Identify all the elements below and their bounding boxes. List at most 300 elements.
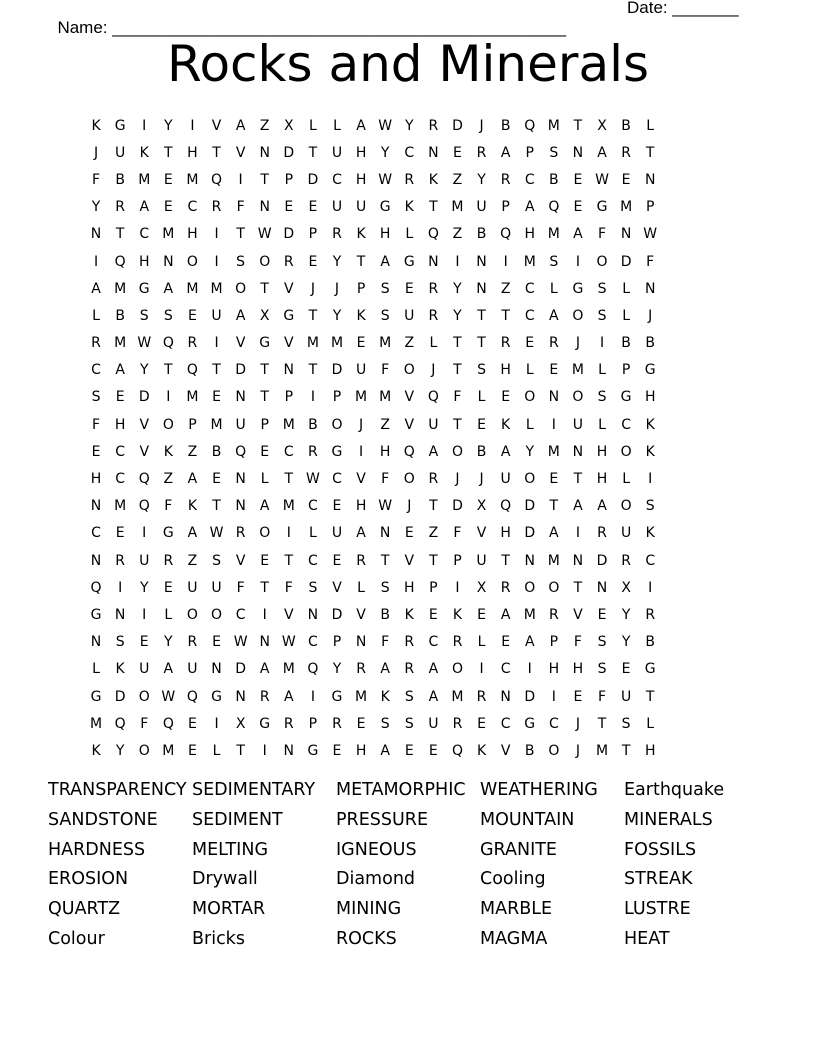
grid-letter: H — [548, 661, 560, 678]
grid-letter: P — [453, 552, 462, 569]
word-list-item: MOUNTAIN — [480, 809, 575, 830]
grid-letter: O — [403, 471, 415, 488]
grid-letter: I — [142, 525, 147, 542]
grid-letter: Q — [500, 498, 512, 515]
grid-letter: E — [501, 634, 511, 651]
grid-letter: I — [142, 117, 147, 134]
grid-letter: J — [310, 280, 315, 297]
grid-letter: U — [572, 416, 584, 433]
grid-letter: B — [476, 226, 487, 243]
grid-letter: S — [139, 307, 149, 324]
grid-letter: S — [597, 389, 607, 406]
grid-letter: A — [573, 226, 583, 243]
grid-letter: L — [549, 280, 558, 297]
grid-letter: T — [212, 498, 221, 515]
grid-letter: O — [572, 389, 584, 406]
grid-letter: H — [355, 144, 367, 161]
grid-letter: M — [355, 688, 368, 705]
grid-letter: R — [428, 307, 439, 324]
grid-letter: C — [500, 661, 511, 678]
grid-letter: D — [283, 144, 295, 161]
grid-letter: T — [236, 742, 245, 759]
grid-letter: N — [259, 634, 270, 651]
grid-letter: J — [359, 416, 364, 433]
grid-letter: T — [115, 226, 125, 243]
grid-letter: E — [332, 742, 342, 759]
grid-letter: R — [259, 688, 270, 705]
grid-letter: R — [308, 443, 318, 460]
grid-letter: R — [187, 634, 198, 651]
grid-letter: T — [477, 335, 486, 352]
grid-letter: Z — [428, 525, 439, 542]
grid-letter: F — [597, 226, 607, 243]
grid-letter: A — [500, 144, 511, 161]
word-list-item: Drywall — [192, 869, 258, 890]
grid-letter: M — [379, 389, 392, 406]
grid-letter: M — [355, 389, 368, 406]
grid-letter: T — [356, 253, 366, 270]
grid-row — [84, 139, 662, 166]
grid-letter: O — [620, 498, 632, 515]
grid-letter: T — [164, 362, 173, 379]
grid-letter: D — [452, 117, 463, 134]
grid-letter: H — [500, 525, 511, 542]
grid-letter: O — [331, 416, 343, 433]
grid-letter: U — [476, 552, 487, 569]
grid-letter: E — [356, 715, 366, 732]
grid-letter: N — [476, 253, 487, 270]
grid-letter: I — [575, 253, 580, 270]
grid-letter: E — [597, 606, 607, 623]
grid-letter: A — [597, 144, 607, 161]
grid-letter: A — [380, 742, 390, 759]
grid-row — [84, 221, 662, 248]
grid-letter: E — [212, 389, 221, 406]
grid-letter: V — [211, 117, 222, 134]
grid-letter: Q — [451, 742, 463, 759]
grid-letter: I — [286, 525, 291, 542]
grid-letter: S — [91, 389, 101, 406]
grid-letter: T — [573, 117, 583, 134]
grid-letter: L — [429, 335, 438, 352]
letter-grid — [84, 112, 662, 765]
grid-letter: U — [139, 552, 150, 569]
grid-letter: E — [404, 525, 414, 542]
grid-letter: T — [453, 416, 462, 433]
grid-letter: S — [236, 253, 246, 270]
grid-letter: Q — [427, 389, 439, 406]
word-list-item: TRANSPARENCY — [48, 780, 187, 800]
grid-letter: F — [453, 525, 462, 542]
word-list-item: EROSION — [48, 869, 129, 890]
grid-letter: O — [524, 471, 536, 488]
grid-letter: E — [308, 253, 318, 270]
grid-letter: A — [139, 199, 150, 216]
grid-row — [84, 248, 662, 275]
grid-letter: R — [235, 525, 246, 542]
grid-letter: W — [378, 117, 393, 134]
grid-letter: J — [407, 498, 412, 515]
grid-letter: V — [404, 389, 415, 406]
grid-letter: J — [479, 117, 484, 134]
grid-letter: R — [211, 199, 222, 216]
grid-letter: G — [138, 280, 150, 297]
grid-letter: I — [310, 389, 315, 406]
grid-letter: C — [283, 443, 294, 460]
grid-letter: U — [500, 471, 511, 488]
grid-letter: T — [308, 307, 318, 324]
grid-letter: U — [331, 525, 343, 542]
grid-letter: H — [596, 443, 608, 460]
grid-letter: D — [331, 606, 343, 623]
grid-letter: T — [260, 389, 269, 406]
grid-letter: W — [233, 634, 248, 651]
grid-letter: A — [500, 606, 511, 623]
grid-letter: G — [162, 525, 174, 542]
grid-letter: G — [90, 688, 102, 705]
grid-letter: R — [332, 715, 342, 732]
grid-letter: M — [547, 552, 560, 569]
grid-letter: N — [596, 579, 608, 596]
grid-letter: F — [284, 579, 293, 596]
grid-letter: Q — [162, 335, 174, 352]
grid-letter: P — [525, 144, 534, 161]
grid-letter: R — [428, 471, 439, 488]
grid-letter: F — [92, 416, 101, 433]
grid-letter: T — [477, 307, 486, 324]
grid-letter: K — [404, 199, 414, 216]
grid-letter: I — [359, 443, 364, 460]
grid-letter: U — [331, 144, 343, 161]
grid-letter: L — [357, 579, 365, 596]
grid-letter: O — [259, 253, 271, 270]
grid-letter: A — [356, 525, 366, 542]
grid-letter: Q — [548, 199, 560, 216]
grid-letter: C — [187, 199, 198, 216]
grid-letter: T — [645, 144, 655, 161]
grid-letter: K — [115, 661, 125, 678]
grid-letter: B — [500, 117, 511, 134]
grid-letter: M — [186, 171, 199, 188]
grid-letter: O — [235, 280, 247, 297]
grid-letter: Z — [380, 416, 390, 433]
grid-letter: S — [380, 579, 390, 596]
grid-letter: B — [211, 443, 222, 460]
grid-letter: A — [524, 634, 535, 651]
grid-letter: N — [428, 144, 439, 161]
grid-letter: P — [645, 199, 655, 216]
grid-letter: L — [622, 307, 631, 324]
grid-letter: W — [257, 226, 272, 243]
grid-letter: A — [380, 253, 390, 270]
grid-letter: L — [308, 525, 317, 542]
grid-letter: W — [378, 498, 393, 515]
grid-letter: T — [573, 471, 583, 488]
grid-letter: U — [187, 661, 198, 678]
grid-letter: W — [209, 525, 224, 542]
grid-letter: P — [549, 634, 559, 651]
grid-letter: F — [164, 498, 173, 515]
grid-row — [84, 629, 662, 656]
grid-letter: K — [476, 742, 487, 759]
word-list-item: WEATHERING — [480, 780, 598, 800]
grid-letter: M — [138, 171, 151, 188]
word-list-item: Earthquake — [624, 780, 725, 800]
grid-letter: Z — [452, 226, 463, 243]
grid-letter: C — [308, 498, 318, 515]
grid-letter: R — [621, 144, 631, 161]
grid-letter: T — [212, 362, 221, 379]
grid-letter: E — [115, 389, 125, 406]
grid-letter: P — [308, 226, 318, 243]
grid-letter: E — [477, 606, 486, 623]
grid-letter: R — [356, 552, 366, 569]
grid-letter: H — [138, 253, 150, 270]
grid-letter: I — [527, 661, 532, 678]
grid-letter: K — [380, 688, 390, 705]
grid-letter: R — [187, 335, 198, 352]
grid-letter: M — [451, 688, 464, 705]
grid-letter: G — [90, 606, 102, 623]
grid-letter: P — [188, 416, 197, 433]
grid-letter: I — [262, 606, 267, 623]
grid-letter: N — [620, 226, 632, 243]
grid-letter: D — [138, 389, 150, 406]
grid-row — [84, 411, 662, 438]
grid-row — [84, 547, 662, 574]
grid-letter: I — [118, 579, 123, 596]
word-list-item: MINERALS — [624, 809, 713, 830]
grid-letter: Q — [162, 715, 174, 732]
grid-letter: A — [380, 661, 390, 678]
grid-letter: Z — [259, 117, 270, 134]
grid-letter: A — [91, 280, 101, 297]
grid-letter: M — [620, 199, 633, 216]
grid-letter: X — [597, 117, 607, 134]
grid-letter: R — [621, 552, 631, 569]
date-field-label: Date: _______ — [627, 0, 739, 17]
grid-letter: K — [91, 742, 101, 759]
grid-letter: B — [621, 117, 631, 134]
grid-letter: N — [211, 661, 222, 678]
word-list-item: HEAT — [624, 928, 670, 949]
grid-letter: K — [356, 307, 366, 324]
grid-letter: R — [163, 552, 174, 569]
grid-letter: R — [356, 661, 366, 678]
grid-letter: D — [524, 525, 536, 542]
grid-letter: E — [501, 389, 511, 406]
grid-letter: F — [597, 688, 607, 705]
grid-letter: F — [453, 389, 462, 406]
grid-letter: C — [548, 715, 559, 732]
grid-letter: C — [308, 552, 318, 569]
grid-letter: Q — [235, 443, 247, 460]
word-list-item: MARBLE — [480, 899, 553, 920]
grid-letter: A — [573, 498, 583, 515]
grid-letter: N — [235, 498, 246, 515]
grid-letter: E — [404, 742, 414, 759]
grid-letter: B — [645, 634, 655, 651]
grid-letter: C — [524, 171, 535, 188]
grid-letter: X — [476, 498, 487, 515]
grid-letter: T — [260, 579, 269, 596]
grid-letter: R — [404, 634, 415, 651]
grid-letter: T — [429, 552, 438, 569]
grid-letter: R — [597, 525, 607, 542]
grid-letter: E — [332, 498, 342, 515]
grid-letter: K — [501, 416, 511, 433]
grid-letter: X — [621, 579, 631, 596]
grid-row — [84, 438, 662, 465]
grid-letter: U — [211, 579, 222, 596]
grid-letter: V — [404, 416, 415, 433]
grid-letter: N — [235, 471, 246, 488]
grid-letter: W — [305, 471, 320, 488]
grid-letter: T — [236, 226, 245, 243]
grid-letter: K — [163, 443, 173, 460]
grid-letter: M — [523, 606, 536, 623]
grid-letter: N — [90, 226, 102, 243]
grid-letter: A — [549, 525, 559, 542]
grid-letter: P — [332, 389, 342, 406]
grid-letter: I — [551, 416, 556, 433]
grid-letter: N — [572, 552, 584, 569]
grid-letter: I — [551, 688, 556, 705]
grid-letter: K — [428, 171, 438, 188]
word-list-item: LUSTRE — [624, 899, 691, 920]
grid-letter: O — [524, 389, 536, 406]
grid-letter: O — [138, 742, 150, 759]
grid-letter: R — [548, 335, 559, 352]
grid-letter: C — [332, 471, 342, 488]
grid-letter: V — [139, 416, 150, 433]
grid-letter: L — [525, 362, 534, 379]
name-field-label: Name: ________________________________________________ — [57, 18, 567, 37]
grid-letter: T — [645, 688, 655, 705]
grid-letter: E — [187, 307, 197, 324]
grid-letter: I — [599, 335, 605, 352]
grid-letter: E — [260, 552, 270, 569]
grid-letter: M — [114, 335, 127, 352]
grid-letter: O — [403, 362, 415, 379]
grid-row — [84, 465, 662, 492]
grid-letter: I — [214, 715, 219, 732]
grid-letter: Z — [404, 335, 415, 352]
grid-letter: V — [284, 606, 294, 623]
grid-letter: L — [646, 117, 655, 134]
grid-letter: N — [524, 552, 535, 569]
grid-letter: Q — [186, 362, 198, 379]
grid-letter: X — [259, 307, 270, 324]
grid-letter: V — [235, 144, 246, 161]
grid-letter: I — [648, 579, 653, 596]
grid-letter: U — [476, 199, 487, 216]
grid-letter: R — [476, 144, 487, 161]
grid-letter: W — [643, 226, 658, 243]
grid-letter: J — [93, 144, 99, 161]
grid-letter: X — [476, 579, 487, 596]
grid-letter: O — [548, 579, 560, 596]
grid-letter: U — [211, 307, 222, 324]
grid-letter: Q — [307, 661, 319, 678]
grid-letter: T — [429, 199, 438, 216]
grid-letter: W — [595, 171, 609, 188]
grid-letter: Y — [164, 634, 173, 651]
grid-letter: S — [597, 307, 607, 324]
grid-letter: R — [428, 117, 439, 134]
grid-letter: T — [308, 362, 318, 379]
grid-letter: O — [186, 606, 198, 623]
grid-letter: M — [282, 498, 295, 515]
grid-letter: M — [330, 335, 344, 352]
grid-letter: D — [596, 552, 608, 569]
grid-letter: A — [259, 661, 270, 678]
grid-letter: Z — [187, 443, 198, 460]
grid-letter: D — [524, 688, 536, 705]
grid-letter: B — [524, 742, 535, 759]
grid-letter: N — [476, 280, 487, 297]
grid-letter: K — [356, 226, 366, 243]
grid-letter: N — [548, 389, 560, 406]
grid-letter: C — [139, 226, 150, 243]
grid-letter: D — [452, 498, 463, 515]
grid-letter: Q — [427, 226, 439, 243]
grid-letter: V — [235, 552, 246, 569]
grid-letter: B — [549, 171, 559, 188]
grid-letter: I — [648, 471, 653, 488]
grid-letter: E — [573, 688, 583, 705]
grid-row — [84, 520, 662, 547]
grid-letter: F — [236, 579, 245, 596]
grid-letter: Y — [404, 117, 414, 134]
grid-letter: M — [306, 335, 319, 352]
grid-letter: Y — [477, 171, 486, 188]
grid-letter: N — [500, 688, 511, 705]
grid-letter: M — [451, 199, 464, 216]
word-list-item: SANDSTONE — [48, 809, 158, 830]
grid-letter: M — [162, 226, 175, 243]
grid-letter: V — [284, 335, 294, 352]
grid-letter: H — [379, 226, 391, 243]
grid-letter: N — [163, 253, 174, 270]
grid-letter: R — [283, 253, 294, 270]
grid-letter: T — [501, 307, 510, 324]
grid-letter: G — [524, 715, 536, 732]
grid-letter: A — [259, 498, 270, 515]
grid-letter: U — [355, 362, 367, 379]
grid-letter: B — [115, 307, 125, 324]
grid-letter: M — [186, 389, 199, 406]
grid-letter: H — [644, 742, 656, 759]
grid-letter: U — [235, 416, 246, 433]
grid-letter: E — [477, 715, 486, 732]
grid-letter: U — [404, 307, 415, 324]
grid-letter: T — [284, 471, 294, 488]
grid-letter: A — [187, 525, 198, 542]
grid-letter: H — [596, 471, 608, 488]
grid-letter: F — [140, 715, 149, 732]
grid-letter: F — [92, 171, 101, 188]
grid-row — [84, 357, 662, 384]
grid-letter: N — [283, 362, 295, 379]
grid-letter: H — [90, 471, 102, 488]
word-list-item: Bricks — [192, 928, 245, 949]
grid-letter: T — [308, 144, 318, 161]
grid-letter: G — [331, 688, 343, 705]
grid-letter: I — [214, 226, 219, 243]
grid-letter: O — [451, 661, 463, 678]
word-list — [48, 776, 768, 955]
